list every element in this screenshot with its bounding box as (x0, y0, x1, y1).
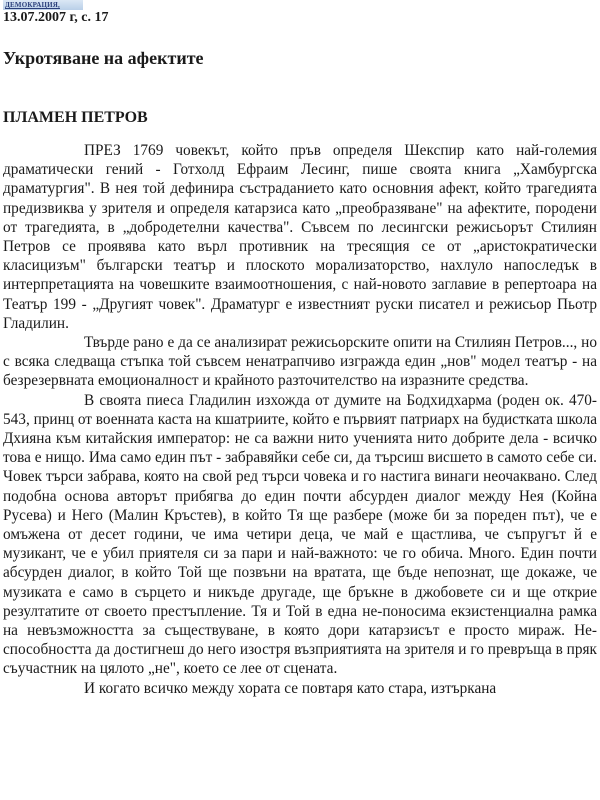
paragraph-4: И когато всичко между хората се повтаря като стара, изтъркана (84, 679, 497, 697)
paragraph-3: В своята пиеса Гладилин изхожда от думите на Бодхидхарма (роден ок. 470-543, принц от военната каста на кшатриите, който е първият патриарх на будистката школа Дхияна към китайския император: не са важни нито ученията нито добрите дела - всичко това е нищо. Има само един път - забравяйки себе си, да търсиш висшето в самото себе си. Човек търси забрава, която на свой ред търси човека и го настига винаги неочаквано. След подобна основа авторът прибягва до един почти абсурден диалог между Нея (Койна Русева) и Него (Малин Кръстев), в който Тя ще разбере (може би за пореден път), че е омъжена от десет години, че има четири деца, че май е щастлива, че съпругът й е музикант, че е убил приятеля си за пари и най-важното: че го обича. Много. Един почти абсурден диалог, в който Той ще позвъни на вратата, ще бъде непознат, ще докаже, че музиката е само в сърцето и никъде другаде, ще бръкне в джобовете си и ще открие резултатите от своето престъпление. Тя и Той в една не-поносима екзистенциална рамка на невъзможността за съществуване, в която дори катарзисът е просто мираж. Не-способността да достигнеш до него изостря възприятията на зрителя и го превръща в пряк съучастник на цялото „не", което се лее от сцената. (3, 391, 597, 678)
article-body (3, 141, 597, 698)
article-title: Укротяване на афектите (3, 48, 204, 68)
publication-date-page: 13.07.2007 г, с. 17 (3, 10, 109, 25)
paragraph-2: Твърде рано е да се анализират режисьорските опити на Стилиян Петров..., но с всяка следваща стъпка той съвсем ненатрапчиво изгражда един „нов" модел театър - на безрезервната емоционалност и крайното разточителство на изразните средства. (3, 334, 597, 390)
source-publication-link[interactable]: ДЕМОКРАЦИЯ, (3, 0, 83, 10)
paragraph-1: ПРЕЗ 1769 човекът, който пръв определя Шекспир като най-големия драматически гений - Готхолд Ефраим Лесинг, пише своята книга „Хамбургска драматургия". В нея той дефинира състраданието като основния афект, който трагедията предизвиква у зрителя и определя катарзиса като „преобразяване" на афектите, породени от трагедията, в „добродетелни качества". Съвсем по лесингски режисьорът Стилиян Петров се проявява като върл противник на тресящия се от „аристократически класицизъм" български театър и плоското морализаторство, нахлуло напоследък в интерпретацията на човешките взаимоотношения, с най-новото заглавие в репертоара на Театър 199 - „Другият човек". Драматург е известният руски писател и режисьор Пьотр Гладилин. (3, 142, 597, 332)
article-author: ПЛАМЕН ПЕТРОВ (3, 109, 148, 126)
